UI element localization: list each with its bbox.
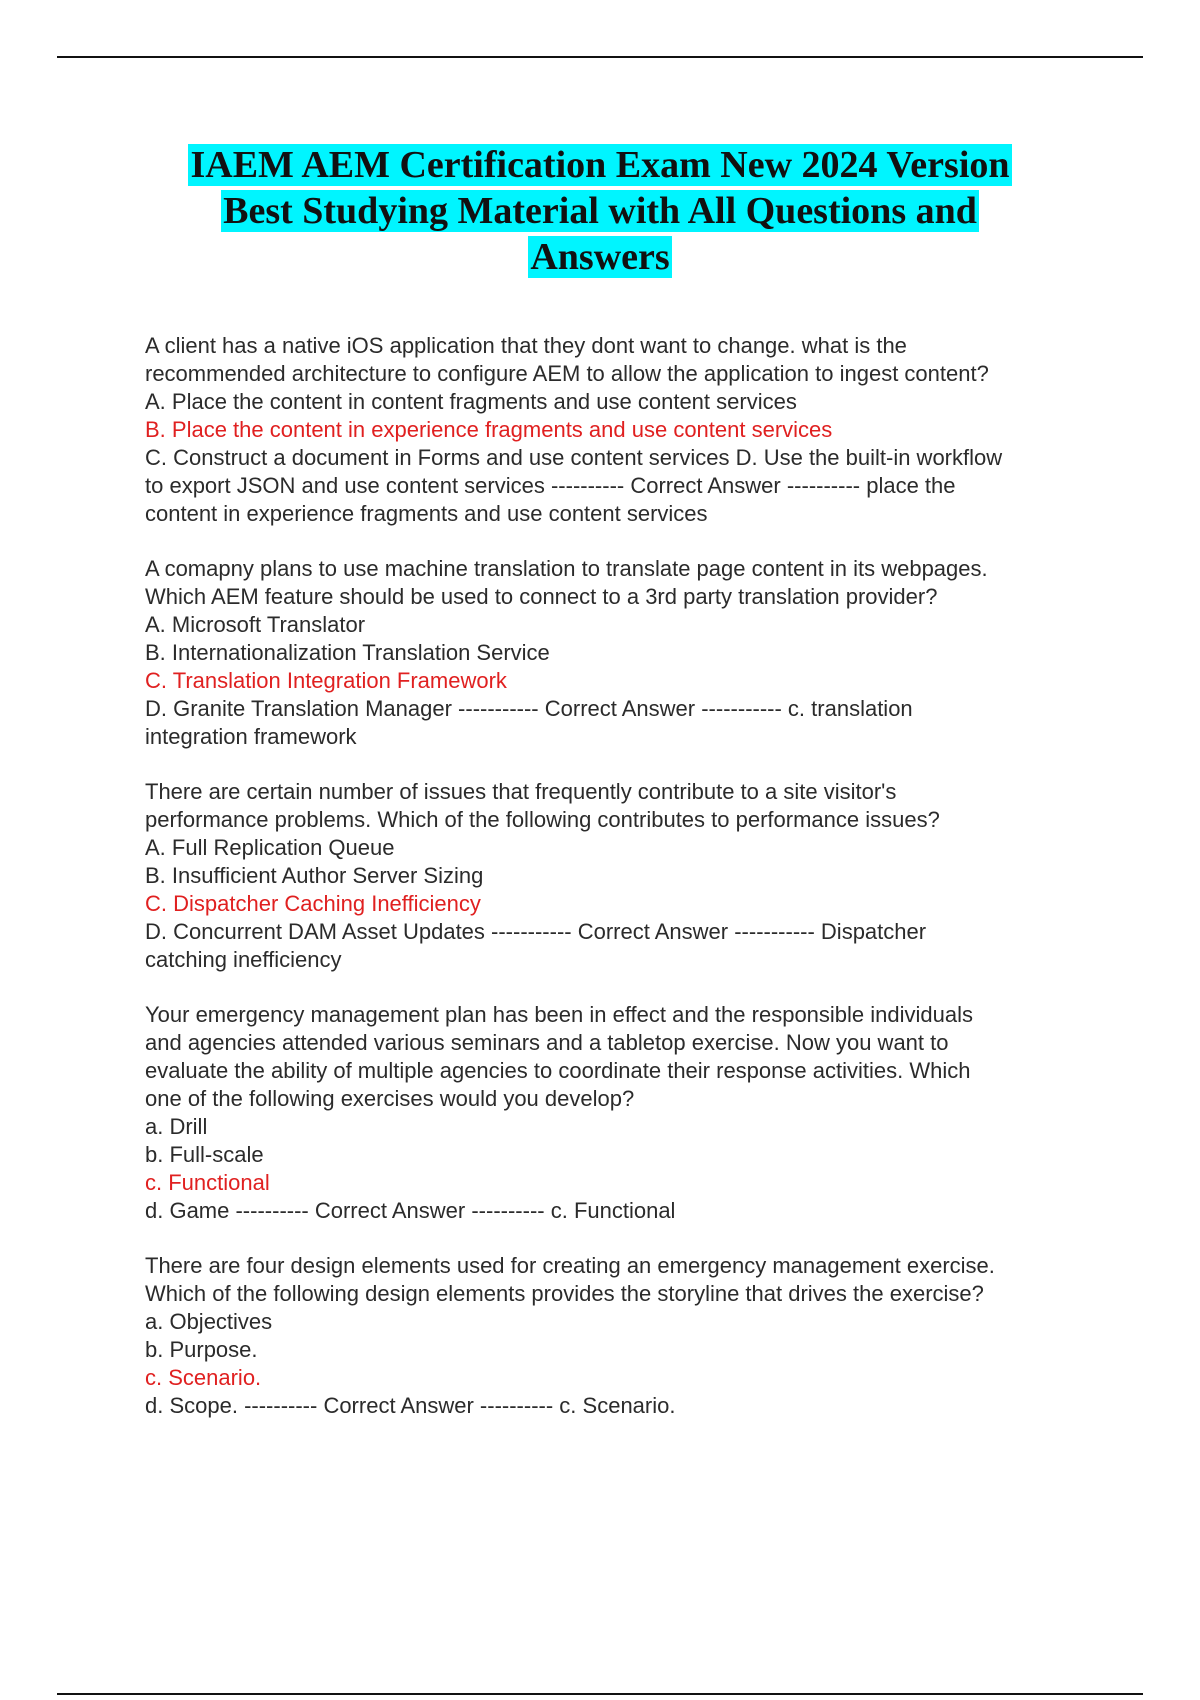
correct-option-line: c. Functional — [145, 1170, 270, 1195]
question-text-line: integration framework — [145, 724, 357, 749]
question-text-line: C. Construct a document in Forms and use content services D. Use the built-in workflow — [145, 445, 1003, 470]
question-text-line: Which AEM feature should be used to connect to a 3rd party translation provider? — [145, 584, 938, 609]
question-block — [145, 1001, 1095, 1225]
question-text-line: A. Microsoft Translator — [145, 612, 366, 637]
question-text-line: catching inefficiency — [145, 947, 342, 972]
question-text-line: Which of the following design elements provides the storyline that drives the exercise? — [145, 1281, 984, 1306]
question-text-line: a. Objectives — [145, 1309, 273, 1334]
document-title — [100, 142, 1100, 280]
question-text-line: A comapny plans to use machine translation to translate page content in its webpages. — [145, 556, 988, 581]
title-line: Best Studying Material with All Questions and — [223, 190, 977, 232]
question-text-line: There are certain number of issues that frequently contribute to a site visitor's — [145, 779, 897, 804]
question-list — [145, 332, 1095, 1447]
question-text-line: B. Internationalization Translation Service — [145, 640, 550, 665]
correct-option-line: C. Translation Integration Framework — [145, 668, 507, 693]
correct-option-line: C. Dispatcher Caching Inefficiency — [145, 891, 481, 916]
question-text-line: content in experience fragments and use content services — [145, 501, 708, 526]
title-line: Answers — [530, 236, 670, 278]
question-text-line: A client has a native iOS application that they dont want to change. what is the — [145, 333, 907, 358]
question-text-line: evaluate the ability of multiple agencies to coordinate their response activities. Which — [145, 1058, 971, 1083]
question-text-line: A. Full Replication Queue — [145, 835, 395, 860]
question-text-line: recommended architecture to configure AEM to allow the application to ingest content? — [145, 361, 989, 386]
question-block — [145, 555, 1095, 751]
question-block — [145, 1252, 1095, 1420]
question-text-line: d. Game ---------- Correct Answer ---------- c. Functional — [145, 1198, 676, 1223]
question-text-line: b. Purpose. — [145, 1337, 258, 1362]
title-line: IAEM AEM Certification Exam New 2024 Version — [190, 144, 1010, 186]
top-divider — [57, 56, 1143, 58]
question-text-line: a. Drill — [145, 1114, 208, 1139]
question-text-line: D. Granite Translation Manager ----------- Correct Answer ----------- c. translation — [145, 696, 913, 721]
bottom-divider — [57, 1693, 1143, 1695]
question-text-line: D. Concurrent DAM Asset Updates ----------- Correct Answer ----------- Dispatcher — [145, 919, 927, 944]
question-text-line: Your emergency management plan has been in effect and the responsible individuals — [145, 1002, 973, 1027]
question-text-line: b. Full-scale — [145, 1142, 264, 1167]
question-text-line: d. Scope. ---------- Correct Answer ---------- c. Scenario. — [145, 1393, 676, 1418]
question-text-line: A. Place the content in content fragments and use content services — [145, 389, 797, 414]
question-text-line: B. Insufficient Author Server Sizing — [145, 863, 484, 888]
question-text-line: performance problems. Which of the following contributes to performance issues? — [145, 807, 940, 832]
question-text-line: to export JSON and use content services ---------- Correct Answer ---------- place the — [145, 473, 956, 498]
question-text-line: and agencies attended various seminars and a tabletop exercise. Now you want to — [145, 1030, 949, 1055]
question-block — [145, 778, 1095, 974]
question-block — [145, 332, 1095, 528]
question-text-line: There are four design elements used for creating an emergency management exercise. — [145, 1253, 995, 1278]
correct-option-line: c. Scenario. — [145, 1365, 262, 1390]
correct-option-line: B. Place the content in experience fragments and use content services — [145, 417, 833, 442]
question-text-line: one of the following exercises would you develop? — [145, 1086, 635, 1111]
